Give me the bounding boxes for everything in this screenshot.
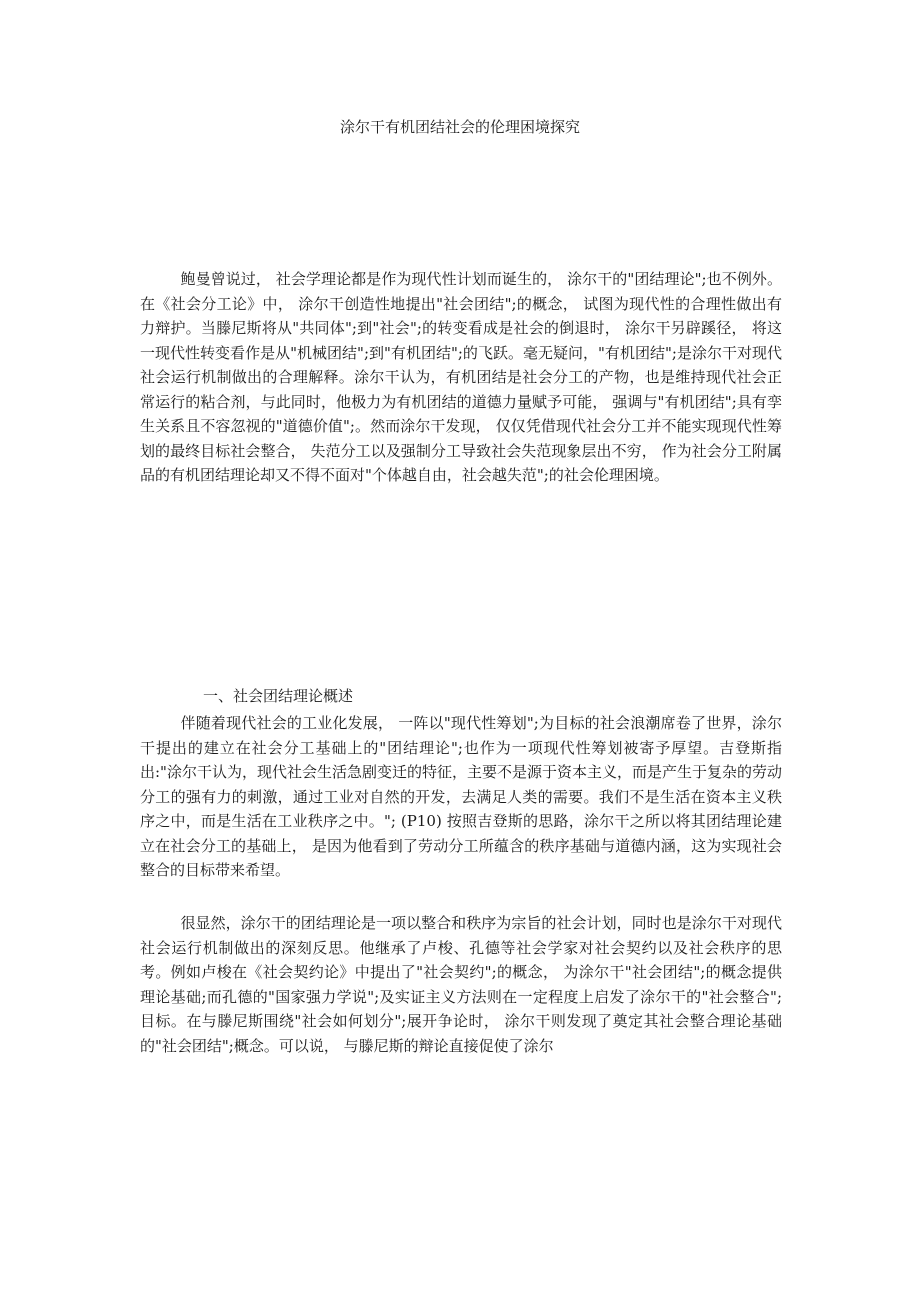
paragraph-intro: 鲍曼曾说过， 社会学理论都是作为现代性计划而诞生的， 涂尔干的"团结理论";也不例外。在《社会分工论》中， 涂尔干创造性地提出"社会团结";的概念， 试图为现代性的合理性做出有力辩护。当滕尼斯将从"共同体";到"社会";的转变看成是社会的倒退时， 涂尔干另辟蹊径， 将这一现代性转变看作是从"机械团结";到"有机团结";的飞跃。毫无疑问，"有机团结";是涂尔干对现代社会运行机制做出的合理解释。涂尔干认为，有机团结是社会分工的产物，也是维持现代社会正常运行的粘合剂，与此同时，他极力为有机团结的道德力量赋予可能， 强调与"有机团结";具有孪生关系且不容忽视的"道德价值";。然而涂尔干发现， 仅仅凭借现代社会分工并不能实现现代性筹划的最终目标社会整合， 失范分工以及强制分工导致社会失范现象层出不穷， 作为社会分工附属品的有机团结理论却又不得不面对"个体越自由，社会越失范";的社会伦理困境。 (140, 270, 782, 484)
document-title: 涂尔干有机团结社会的伦理困境探究 (339, 118, 580, 136)
paragraph-section-1: 伴随着现代社会的工业化发展， 一阵以"现代性筹划";为目标的社会浪潮席卷了世界，涂尔干提出的建立在社会分工基础上的"团结理论";也作为一项现代性筹划被寄予厚望。吉登斯指出:"涂尔干认为，现代社会生活急剧变迁的特征，主要不是源于资本主义，而是产生于复杂的劳动分工的强有力的刺激，通过工业对自然的开发，去满足人类的需要。我们不是生活在资本主义秩序之中，而是生活在工业秩序之中。"; (P10) 按照吉登斯的思路，涂尔干之所以将其团结理论建立在社会分工的基础上， 是因为他看到了劳动分工所蕴含的秩序基础与道德内涵，这为实现社会整合的目标带来希望。 (140, 714, 782, 879)
section-heading: 一、社会团结理论概述 (203, 687, 354, 705)
paragraph-section-2: 很显然，涂尔干的团结理论是一项以整合和秩序为宗旨的社会计划，同时也是涂尔干对现代社会运行机制做出的深刻反思。他继承了卢梭、孔德等社会学家对社会契约以及社会秩序的思考。例如卢梭在《社会契约论》中提出了"社会契约";的概念， 为涂尔干"社会团结";的概念提供理论基础;而孔德的"国家强力学说";及实证主义方法则在一定程度上启发了涂尔干的"社会整合";目标。在与滕尼斯围绕"社会如何划分";展开争论时， 涂尔干则发现了奠定其社会整合理论基础的"社会团结";概念。可以说， 与滕尼斯的辩论直接促使了涂尔 (140, 914, 782, 1055)
